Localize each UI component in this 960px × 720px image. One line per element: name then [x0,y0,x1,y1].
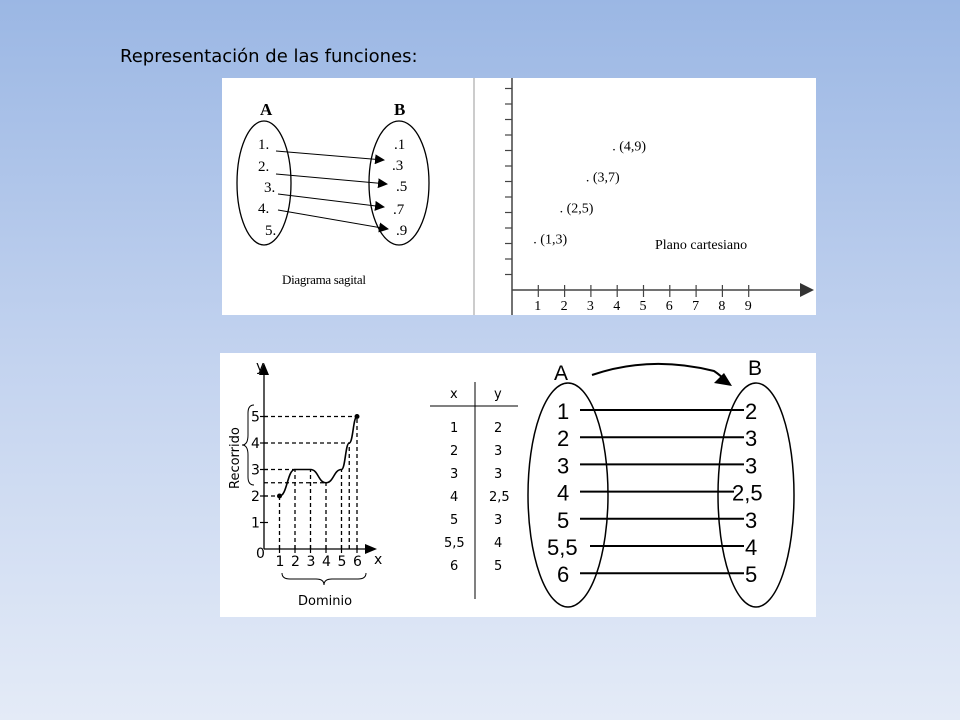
set-b-label: B [394,100,406,119]
table-cell-x: 3 [450,467,459,482]
set-b-element: 2,5 [732,480,763,506]
mapping-arrow [278,210,388,229]
top-figure [222,78,816,315]
cartesian-caption: Plano cartesiano [655,238,748,253]
arrow-diagram [528,357,794,607]
y-tick-label: 1 [251,515,260,532]
point-label: . (2,5) [559,201,594,217]
y-tick-label: 2 [251,489,260,505]
range-label: Recorrido [228,427,243,489]
point-label: . (1,3) [533,232,568,248]
x-tick-label: 6 [665,299,673,314]
table-cell-x: 5 [450,513,459,528]
y-tick-label: 3 [251,462,260,479]
table-cell-x: 5,5 [444,536,465,551]
y-tick-label: 5 [251,409,260,426]
codomain-element: .1 [394,137,406,153]
table-cell-x: 1 [450,421,459,436]
table-header-y: y [494,387,502,402]
table-cell-y: 5 [494,559,503,574]
x-axis-arrow-icon [800,283,814,297]
table-cell-y: 2,5 [489,490,510,505]
x-tick-label: 5 [337,554,347,570]
table-cell-y: 4 [494,536,503,551]
curve-end-point [355,414,360,419]
codomain-element: .5 [396,179,408,195]
x-tick-label: 8 [718,299,726,314]
set-b-element: 2 [745,399,758,424]
y-tick-label: 4 [251,436,260,452]
cartesian-plane [505,78,814,315]
set-a-element: 5 [557,507,570,533]
function-graph [228,359,382,609]
table-cell-y: 3 [494,513,503,528]
value-table [430,382,518,599]
table-cell-x: 4 [450,490,459,505]
table-cell-y: 3 [494,444,503,459]
x-tick-label: 7 [692,299,700,314]
table-rows [444,421,510,574]
set-b-label: B [748,357,763,380]
x-tick-label: 3 [586,299,594,314]
domain-element: 1. [258,137,270,153]
codomain-element: .9 [396,223,408,239]
point-label: . (4,9) [612,139,647,155]
set-a-label: A [554,362,569,385]
set-a-label: A [260,100,273,119]
domain-element: 5. [265,223,277,239]
x-axis-label: x [374,552,383,568]
x-tick-label: 1 [534,299,542,314]
set-a-element: 3 [557,453,570,479]
set-b-element: 5 [745,562,758,588]
dashed-guides [264,417,357,550]
table-cell-x: 6 [450,559,459,574]
domain-brace [282,573,366,585]
set-b-element: 3 [745,426,758,452]
y-axis-ticks [505,89,512,275]
relation-arrow [592,364,726,381]
bottom-figure-panel [220,353,816,617]
mapping-arrow [276,151,384,160]
x-tick-label: 3 [306,554,316,570]
domain-label: Dominio [298,594,353,609]
curve-start-point [277,494,282,499]
table-cell-y: 3 [494,467,503,482]
table-cell-y: 2 [494,421,503,436]
codomain-element: .3 [392,158,404,174]
set-b-element: 3 [745,507,758,533]
set-a-element: 6 [557,562,570,588]
x-tick-label: 5 [639,299,647,314]
table-cell-x: 2 [450,444,459,459]
point-labels [533,140,646,248]
graph-y-ticks [251,410,268,532]
codomain-element: .7 [393,202,405,218]
set-b-element: 4 [745,535,758,560]
sagittal-caption: Diagrama sagital [282,272,366,287]
origin-label: 0 [256,546,265,562]
set-a-element: 4 [557,480,570,506]
x-tick-label: 1 [275,554,285,570]
mapping-arrow [278,194,384,207]
set-b-element: 3 [745,453,758,479]
x-tick-label: 2 [560,299,568,314]
x-tick-label: 9 [744,299,752,314]
x-tick-label: 2 [291,554,300,570]
x-tick-label: 4 [322,554,331,570]
set-a-element: 5,5 [547,535,578,560]
mapping-rows [547,399,763,587]
domain-element: 2. [258,159,270,175]
slide-title: Representación de las funciones: [120,46,418,67]
table-header-x: x [450,387,458,402]
set-a-element: 2 [557,426,570,452]
function-curve [280,417,358,497]
mapping-arrow [276,174,387,184]
point-label: . (3,7) [585,170,620,186]
x-tick-label: 4 [613,299,621,314]
top-figure-panel [222,78,816,315]
set-a-element: 1 [557,399,570,424]
domain-element: 3. [264,180,276,196]
domain-element: 4. [258,201,270,217]
bottom-figure [220,353,816,617]
sagittal-diagram [237,100,429,287]
relation-arrowhead-icon [714,373,732,386]
x-tick-label: 6 [353,554,362,570]
y-axis-label: y [256,359,265,375]
